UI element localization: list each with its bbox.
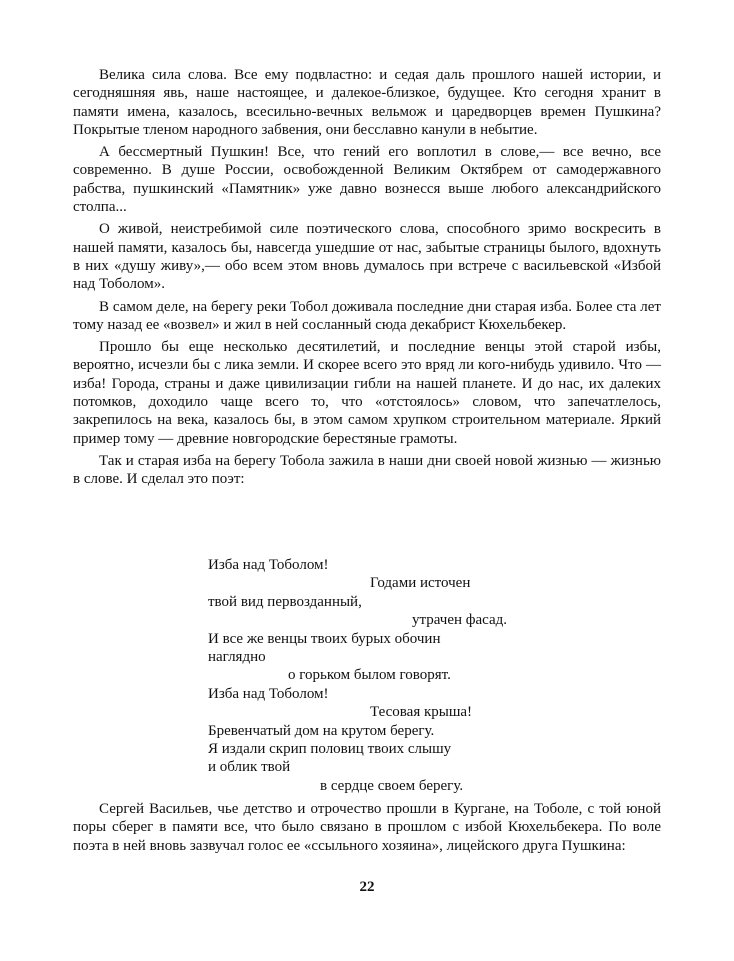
paragraph-living-word: О живой, неистребимой силе поэтического слова, способного зримо воскресить в нашей памяти, казалось бы, навсегда ушедшие от нас, забытые страницы былого, вдохнуть в них «душу живу»,— обо всем этом вновь думалось при встрече с васильевской «Избой над Тоболом».: [73, 221, 661, 293]
paragraph-new-life: Так и старая изба на берегу Тобола зажила в наши дни своей новой жизнью — жизнью в слове. И сделал это поэт:: [73, 452, 661, 488]
poem-line: Изба над Тоболом!: [208, 685, 329, 702]
poem-line: Я издали скрип половиц твоих слышу: [208, 740, 452, 757]
poem-line: в сердце своем берегу.: [320, 777, 464, 794]
paragraph-decades: Прошло бы еще несколько десятилетий, и последние венцы этой старой избы, вероятно, исчезли бы с лика земли. И скорее всего это вряд ли кого-нибудь удивило. Что — изба! Города, страны и даже цивилизации гибли на нашей планете. И до нас, их далеких потомков, доходило чаще всего то, что «отстоялось» словом, что запечатлелось, закрепилось на века, казалось бы, в этом самом хрупком строительном материале. Яркий пример тому — древние новгородские берестяные грамоты.: [73, 339, 661, 447]
paragraph-power-of-word: Велика сила слова. Все ему подвластно: и седая даль прошлого нашей истории, и сегодняшняя явь, наше настоящее, и далекое-близкое, будущее. Кто сегодня хранит в памяти имена, казалось, всесильно-вечных вельмож и царедворцев времен Пушкина? Покрытые тленом народного забвения, они бесславно канули в небытие.: [73, 67, 661, 138]
poem-line: и облик твой: [208, 759, 291, 776]
main-text: [73, 66, 661, 493]
paragraph-vasiliev: Сергей Васильев, чье детство и отрочество прошли в Кургане, на Тоболе, с той юной поры сберег в памяти все, что было связано в прошлом с избой Кюхельбекера. По воле поэта в ней вновь зазвучал голос ее «ссыльного хозяина», лицейского друга Пушкина:: [73, 801, 661, 854]
closing-text: [73, 800, 661, 855]
poem-line: утрачен фасад.: [412, 612, 508, 629]
poem-line: Годами источен: [370, 575, 471, 592]
poem-line: твой вид первозданный,: [208, 593, 362, 610]
poem-line: Тесовая крыша!: [370, 704, 473, 721]
poem-line: Изба над Тоболом!: [208, 557, 329, 573]
poem-line: И все же венцы твоих бурых обочин: [208, 630, 441, 647]
page-number: 22: [359, 879, 375, 895]
poem: [208, 556, 568, 795]
paragraph-tobol-hut: В самом деле, на берегу реки Тобол доживала последние дни старая изба. Более ста лет тому назад ее «возвел» и жил в ней сосланный сюда декабрист Кюхельбекер.: [73, 298, 661, 333]
paragraph-immortal-pushkin: А бессмертный Пушкин! Все, что гений его воплотил в слове,— все вечно, все современно. В душе России, освобожденной Великим Октябрем от самодержавного рабства, пушкинский «Памятник» уже давно вознесся выше любого александрийского столпа...: [73, 144, 661, 216]
poem-line: наглядно: [208, 648, 266, 665]
poem-line: Бревенчатый дом на крутом берегу.: [208, 722, 435, 739]
poem-line: о горьком былом говорят.: [288, 667, 451, 684]
